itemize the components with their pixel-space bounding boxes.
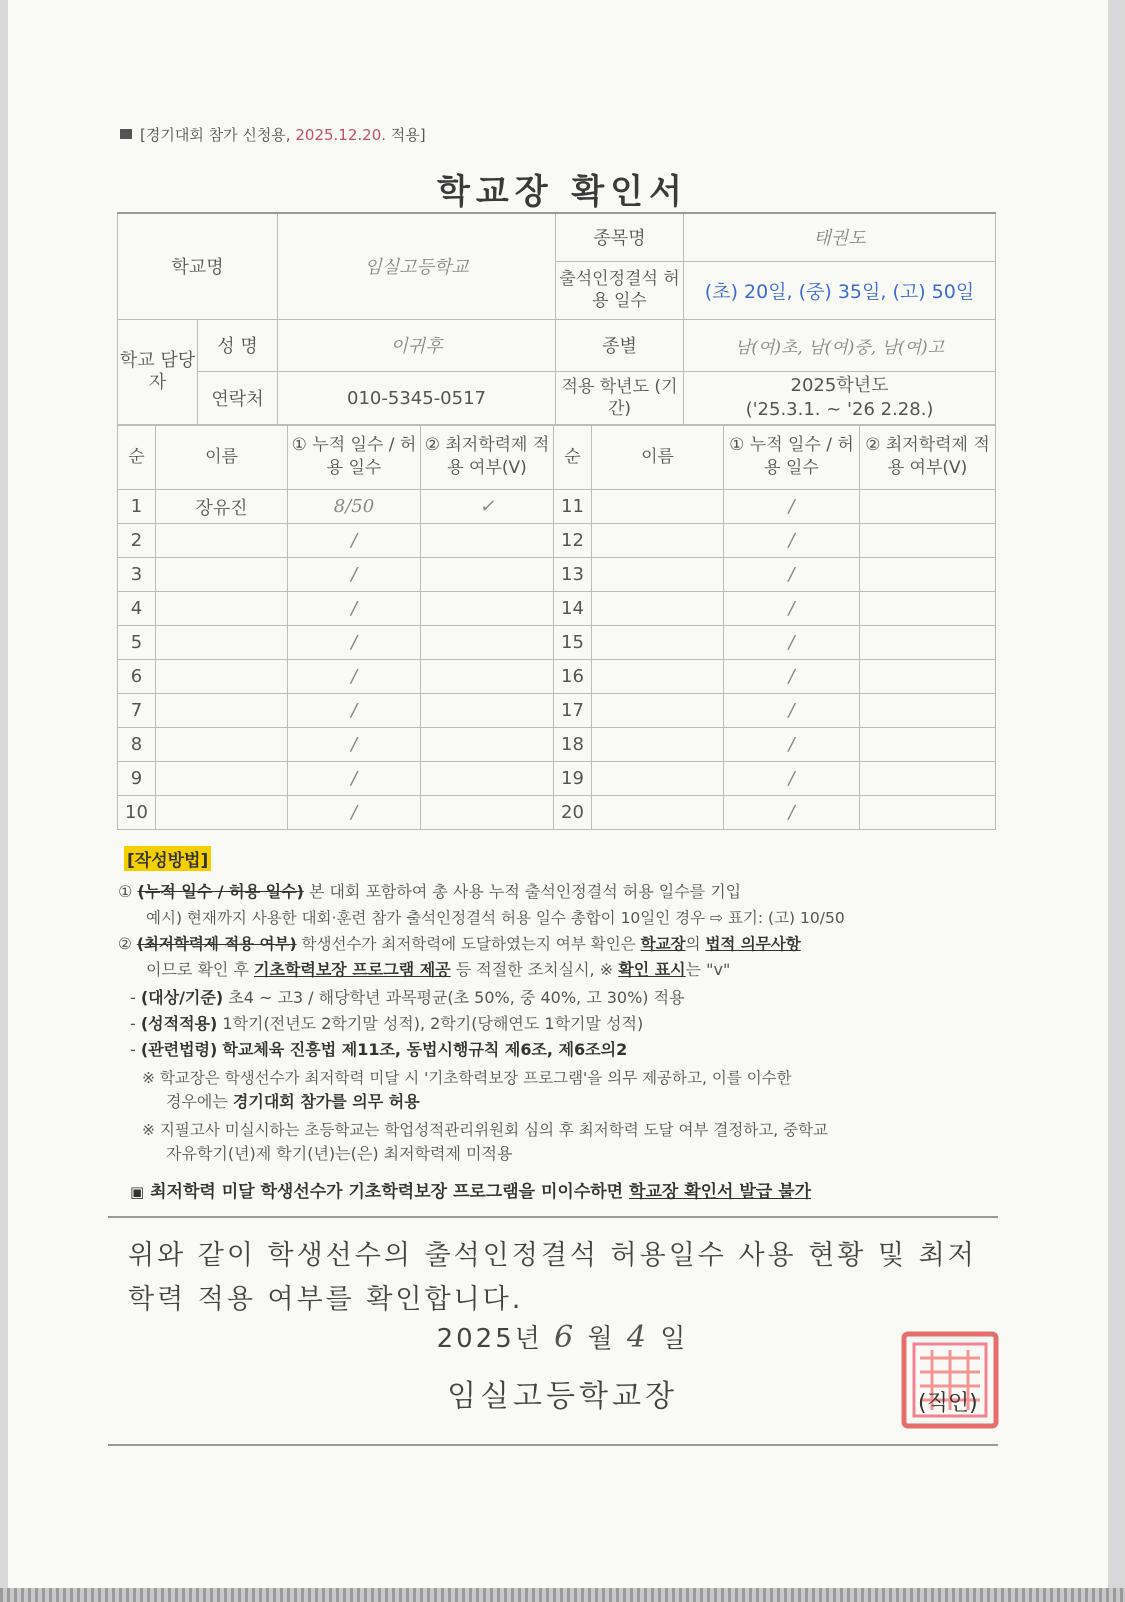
note-2-line2: 자유학기(년)제 학기(년)는(은) 최저학력제 미적용 [166,1144,513,1163]
days-value: / [288,626,421,660]
days-value: / [724,592,860,626]
instructions-heading: [작성방법] [124,846,211,871]
row-number: 14 [554,592,592,626]
table-row [118,592,996,626]
table-row [118,524,996,558]
gender-value: 남(여)초, 남(여)중, 남(여)고 [684,319,996,371]
row-number: 19 [554,762,592,796]
row-number: 8 [118,728,156,762]
seq-header: 순 [554,425,592,490]
note-1: ※ 학교장은 학생선수가 최저학력 미달 시 '기초학력보장 프로그램'을 의무 제공하고, 이를 이수한 [142,1069,792,1087]
days-value: / [724,524,860,558]
athlete-name [592,694,724,728]
athlete-name [156,592,288,626]
days-value: / [288,524,421,558]
applied-value [860,626,996,660]
row-number: 17 [554,694,592,728]
square-bullet-icon [120,129,132,139]
days-value: / [288,694,421,728]
days-value: / [288,592,421,626]
applied-value [421,592,554,626]
applied-value [421,626,554,660]
table-row [118,490,996,524]
days-value: / [724,558,860,592]
confirmation-statement: 위와 같이 학생선수의 출석인정결석 허용일수 사용 현황 및 최저학력 적용 여부를 확인합니다. [128,1240,977,1315]
checkbox-square-icon: ▣ [130,1183,145,1201]
row-number: 6 [118,660,156,694]
athlete-name [592,524,724,558]
table-row [118,762,996,796]
row-number: 1 [118,490,156,524]
applied-value [421,524,554,558]
row-number: 9 [118,762,156,796]
table-row [118,728,996,762]
days-header: ① 누적 일수 / 허용 일수 [724,425,860,490]
warning-box-line: ▣ 최저학력 미달 학생선수가 기초학력보장 프로그램을 미이수하면 학교장 확인서 발급 불가 [130,1182,812,1202]
row-number: 4 [118,592,156,626]
contact-label: 연락처 [198,371,278,425]
applied-value [860,762,996,796]
seq-header: 순 [118,425,156,490]
row-number: 13 [554,558,592,592]
applied-value [860,796,996,830]
detail-law: - (관련법령) 학교체육 진흥법 제11조, 동법시행규칙 제6조, 제6조의2 [130,1040,628,1059]
athlete-table [117,424,996,830]
gender-label: 종별 [556,319,684,371]
row-number: 20 [554,796,592,830]
athlete-name [592,558,724,592]
row-number: 18 [554,728,592,762]
notice-date: 2025.12.20. [295,126,387,144]
instruction-1: ① (누적 일수 / 허용 일수) 본 대회 포함하여 총 사용 누적 출석인정결석 허용 일수를 기입 [118,882,742,901]
note-2: ※ 지필고사 미실시하는 초등학교는 학업성적관리위원회 심의 후 최저학력 도달 여부 결정하고, 중학교 [142,1121,829,1139]
days-value: / [288,762,421,796]
athlete-name [592,762,724,796]
row-number: 5 [118,626,156,660]
note-1-line2: 경우에는 경기대회 참가를 의무 허용 [166,1092,420,1111]
days-header: ① 누적 일수 / 허용 일수 [288,425,421,490]
days-value: / [724,796,860,830]
days-value: / [724,660,860,694]
table-row [118,694,996,728]
row-number: 16 [554,660,592,694]
athlete-name [156,626,288,660]
info-table [117,212,996,426]
instruction-2: ② (최저학력제 적용 여부) 학생선수가 최저학력에 도달하였는지 여부 확인은 학교장의 법적 의무사항 [118,935,801,953]
period-value: ('25.3.1. ~ '26 2.28.) [745,399,934,420]
applied-value [860,524,996,558]
athlete-name [592,592,724,626]
bottom-divider [108,1444,998,1446]
days-value: / [288,796,421,830]
year-cell [684,371,996,425]
manager-name-value: 이귀후 [278,319,556,371]
row-number: 11 [554,490,592,524]
checkmark-icon: ✓ [421,490,554,524]
table-row [118,626,996,660]
year-value: 2025학년도 [790,375,889,396]
section-divider [108,1216,998,1218]
applied-value [421,694,554,728]
row-number: 3 [118,558,156,592]
athlete-name [156,728,288,762]
applied-value [421,558,554,592]
table-row [118,660,996,694]
athlete-name [592,660,724,694]
name-header: 이름 [592,425,724,490]
days-value: / [724,728,860,762]
days-value: / [724,626,860,660]
document-title: 학교장 확인서 [437,172,688,212]
usage-notice: [경기대회 참가 신청용, 2025.12.20. 적용] [120,124,426,145]
event-label: 종목명 [556,213,684,261]
row-number: 12 [554,524,592,558]
days-value: / [724,490,860,524]
athlete-name [592,626,724,660]
year-label: 적용 학년도 (기간) [556,371,684,425]
applied-value [421,728,554,762]
applied-header: ② 최저학력제 적용 여부(V) [860,425,996,490]
signing-date: 2025년 6 월 4 일 [436,1320,689,1355]
athlete-name [592,728,724,762]
applied-value [860,592,996,626]
athlete-name [156,660,288,694]
event-value: 태권도 [684,213,996,261]
allowed-days-label: 출석인정결석 허용 일수 [556,261,684,319]
school-value: 임실고등학교 [278,213,556,319]
days-value: / [724,762,860,796]
table-row [118,558,996,592]
athlete-name: 장유진 [156,490,288,524]
row-number: 15 [554,626,592,660]
days-value: / [288,558,421,592]
days-value: / [288,660,421,694]
principal-title: 임실고등학교장 [447,1379,678,1414]
row-number: 10 [118,796,156,830]
row-number: 7 [118,694,156,728]
applied-value [860,694,996,728]
athlete-name [156,762,288,796]
days-value: 8/50 [288,490,421,524]
applied-value [421,660,554,694]
row-number: 2 [118,524,156,558]
instruction-1-example: 예시) 현재까지 사용한 대회·훈련 참가 출석인정결석 허용 일수 총합이 10일인 경우 ⇨ 표기: (고) 10/50 [146,909,845,927]
applied-value [860,660,996,694]
detail-grades: - (성적적용) 1학기(전년도 2학기말 성적), 2학기(당해연도 1학기말 성적) [130,1014,644,1033]
applied-value [860,728,996,762]
applied-value [860,490,996,524]
instruction-2-line2: 이므로 확인 후 기초학력보장 프로그램 제공 등 적절한 조치실시, ※ 확인 표시는 "v" [146,960,731,979]
seal-label: (직인) [918,1391,978,1416]
athlete-name [156,796,288,830]
days-value: / [288,728,421,762]
contact-value: 010-5345-0517 [278,371,556,425]
athlete-name [592,490,724,524]
name-header: 이름 [156,425,288,490]
athlete-name [592,796,724,830]
scanner-edge [0,1588,1125,1602]
manager-name-label: 성 명 [198,319,278,371]
athlete-name [156,694,288,728]
allowed-days-value: (초) 20일, (중) 35일, (고) 50일 [684,261,996,319]
applied-value [421,796,554,830]
school-label: 학교명 [118,213,278,319]
manager-label: 학교 담당자 [118,319,198,425]
table-row [118,796,996,830]
detail-target: - (대상/기준) 초4 ~ 고3 / 해당학년 과목평균(초 50%, 중 40%, 고 30%) 적용 [130,988,685,1007]
applied-value [421,762,554,796]
days-value: / [724,694,860,728]
applied-header: ② 최저학력제 적용 여부(V) [421,425,554,490]
applied-value [860,558,996,592]
athlete-name [156,524,288,558]
athlete-name [156,558,288,592]
